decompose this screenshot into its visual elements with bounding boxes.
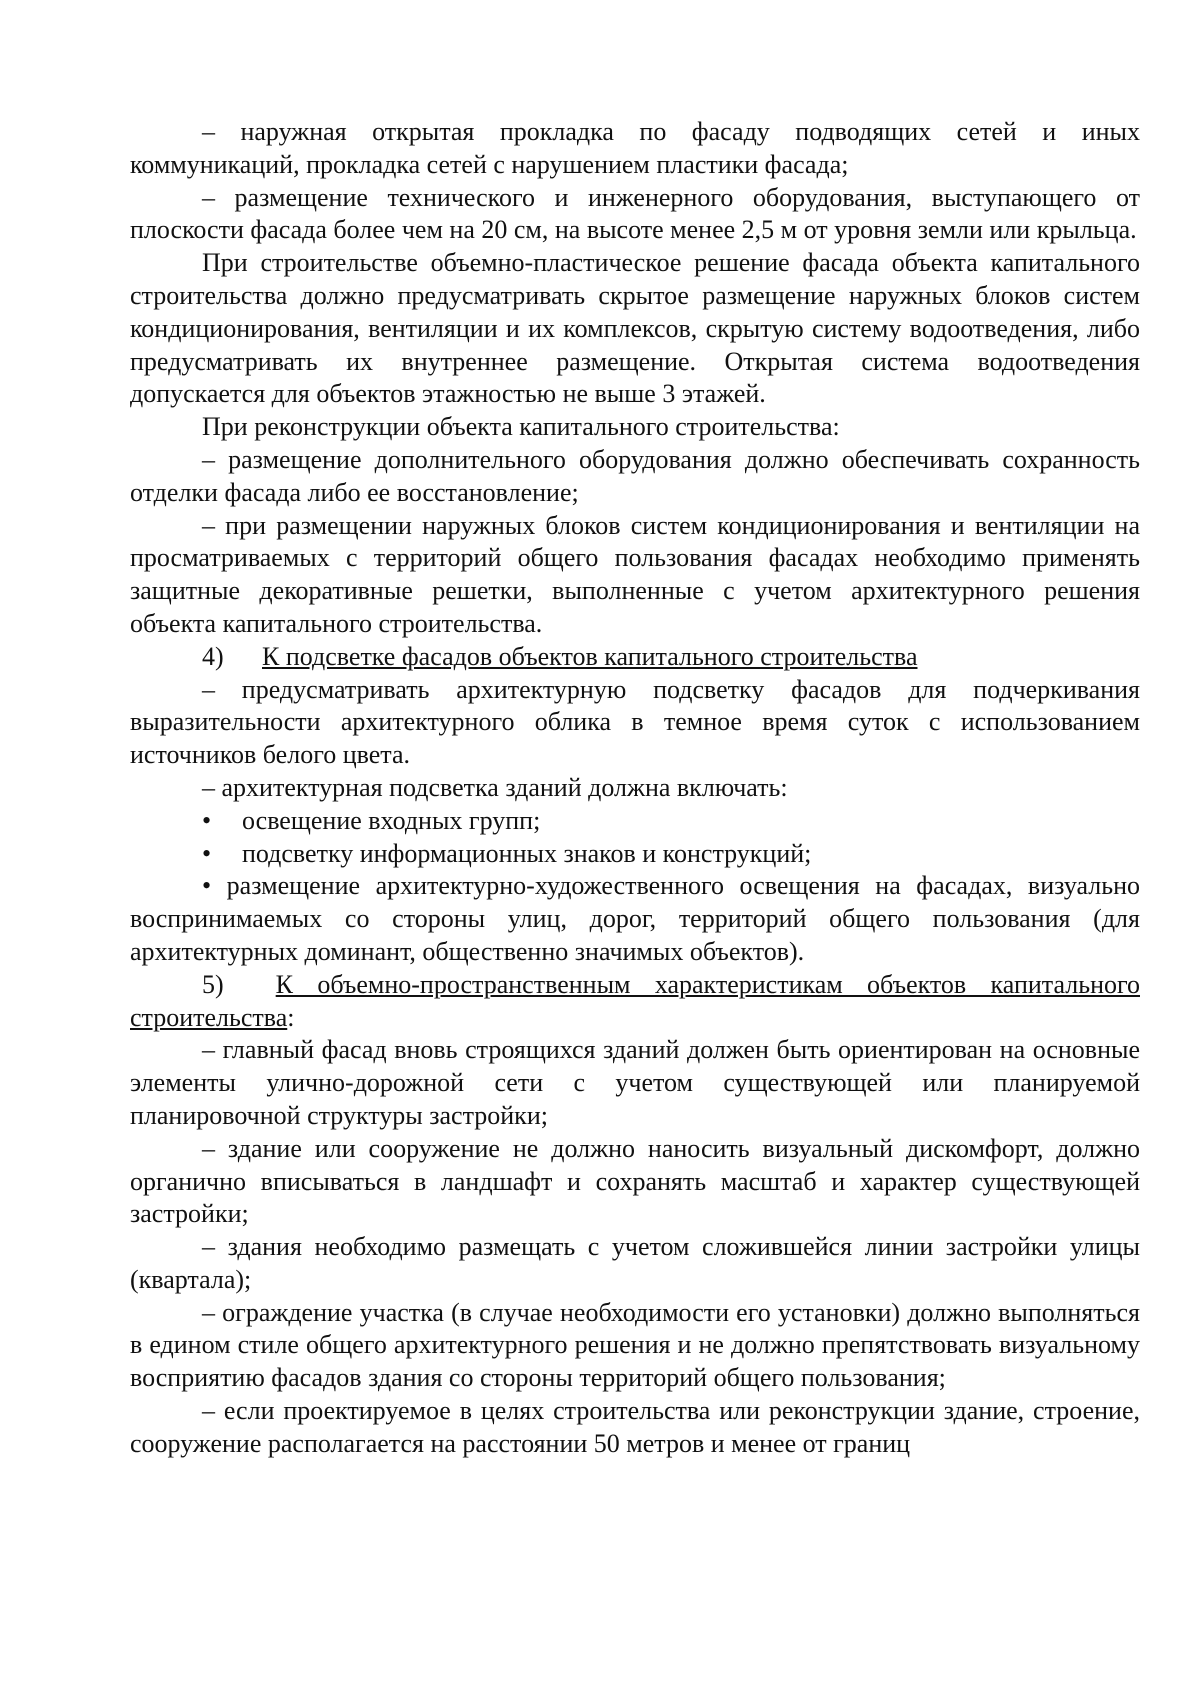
section-4-heading xyxy=(130,641,1140,674)
bullet-item xyxy=(130,805,1140,838)
paragraph: – размещение технического и инженерного оборудования, выступающего от плоскости фасада более чем на 20 см, на высоте менее 2,5 м от уровня земли или крыльца. xyxy=(130,182,1140,245)
bullet-text: размещение архитектурно-художественного освещения на фасадах, визуально воспринимаемых со стороны улиц, дорог, территорий общего пользования (для архитектурных доминант, общественно значимых объектов). xyxy=(130,871,1140,966)
paragraph: – главный фасад вновь строящихся зданий должен быть ориентирован на основные элементы улично-дорожной сети с учетом существующей или планируемой планировочной структуры застройки; xyxy=(130,1035,1140,1130)
paragraph: – здание или сооружение не должно наносить визуальный дискомфорт, должно органично вписываться в ландшафт и сохранять масштаб и характер существующей застройки; xyxy=(130,1133,1140,1229)
section-number: 4) xyxy=(202,641,224,671)
bullet-text: освещение входных групп; xyxy=(242,805,541,835)
paragraph: При строительстве объемно-пластическое решение фасада объекта капитального строительства должно предусматривать скрытое размещение наружных блоков систем кондиционирования, вентиляции и их комплексов, скрытую систему водоотведения, либо предусматривать их внутреннее размещение. Открытая система водоотведения допускается для объектов этажностью не выше 3 этажей. xyxy=(130,248,1140,409)
document-body xyxy=(130,116,1140,1461)
paragraph: – при размещении наружных блоков систем кондиционирования и вентиляции на просматриваемых с территорий общего пользования фасадах необходимо применять защитные декоративные решетки, выполненные с учетом архитектурного решения объекта капитального строительства. xyxy=(130,510,1140,638)
paragraph: – архитектурная подсветка зданий должна включать: xyxy=(202,772,788,802)
section-title: К подсветке фасадов объектов капитального строительства xyxy=(262,641,918,671)
bullet-icon: • xyxy=(202,838,212,868)
section-title-suffix: : xyxy=(287,1002,295,1032)
section-5-heading xyxy=(130,969,1140,1035)
paragraph: – ограждение участка (в случае необходимости его установки) должно выполняться в едином стиле общего архитектурного решения и не должно препятствовать визуальному восприятию фасадов здания со стороны территорий общего пользования; xyxy=(130,1297,1140,1393)
paragraph: – здания необходимо размещать с учетом сложившейся линии застройки улицы (квартала); xyxy=(130,1232,1140,1294)
section-number: 5) xyxy=(202,969,224,999)
bullet-item xyxy=(130,838,1140,871)
bullet-icon: • xyxy=(202,805,212,835)
paragraph: – размещение дополнительного оборудования должно обеспечивать сохранность отделки фасада либо ее восстановление; xyxy=(130,444,1140,507)
bullet-item xyxy=(130,870,1140,968)
section-title: К объемно-пространственным характеристикам объектов капитального строительства xyxy=(130,969,1140,1032)
paragraph: – предусматривать архитектурную подсветку фасадов для подчеркивания выразительности архитектурного облика в темное время суток с использованием источников белого цвета. xyxy=(130,674,1140,770)
paragraph: – наружная открытая прокладка по фасаду подводящих сетей и иных коммуникаций, прокладка сетей с нарушением пластики фасада; xyxy=(130,117,1140,179)
bullet-icon: • xyxy=(202,871,212,901)
paragraph: – если проектируемое в целях строительства или реконструкции здание, строение, сооружение располагается на расстоянии 50 метров и менее от границ xyxy=(130,1396,1140,1458)
bullet-text: подсветку информационных знаков и конструкций; xyxy=(242,838,812,868)
paragraph: При реконструкции объекта капитального строительства: xyxy=(202,412,840,442)
